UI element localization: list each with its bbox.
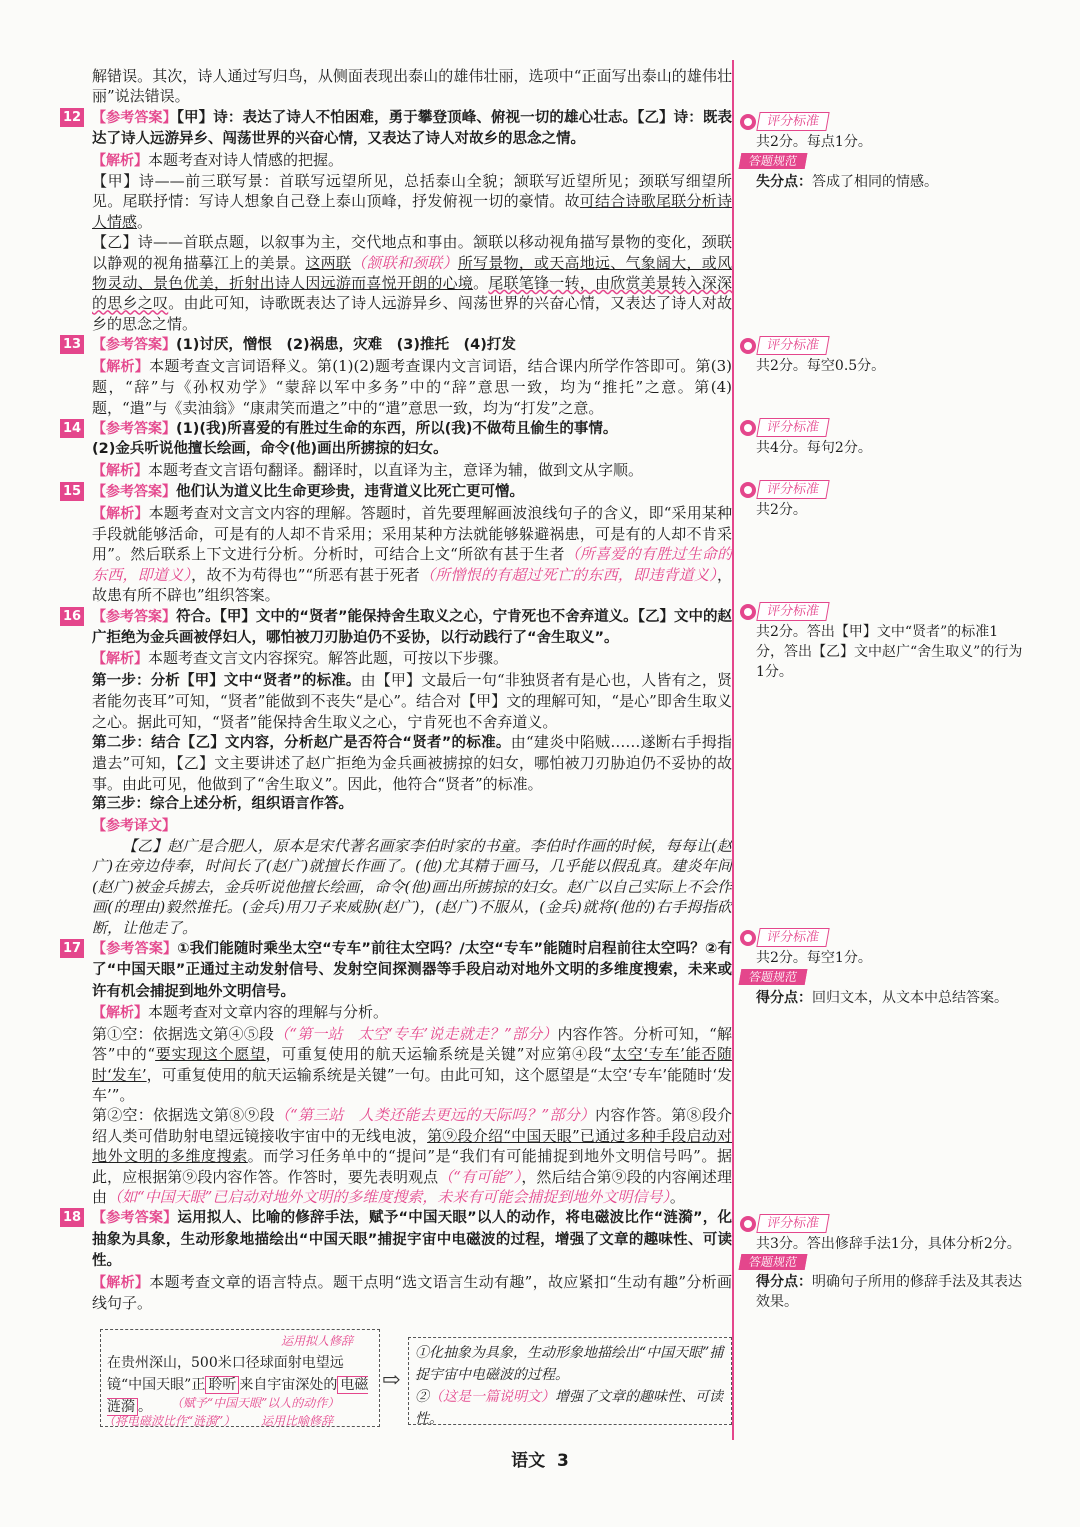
answer-text: (1)(我)所喜爱的有胜过生命的东西，所以(我)不做苟且偷生的事情。: [176, 420, 618, 437]
answer-text: 符合。【甲】文中的“贤者”能保持舍生取义之心，宁肯死也不舍弃道义。【乙】文中的赵广拒绝为金兵画被俘妇人，哪怕被刀刃胁迫仍不妥协，以行动践行了“舍生取义”。: [92, 608, 732, 646]
analysis-text: 本题考查对诗人情感的把握。: [148, 150, 344, 169]
question-17: [62, 938, 733, 1002]
norm-note-17: [756, 988, 1026, 1008]
analysis-12: [92, 150, 732, 171]
analysis-tag: 【解析】: [92, 651, 148, 668]
question-number: 14: [60, 419, 84, 438]
analysis-text: 本题考查文言语句翻译。翻译时，以直译为主，意译为辅，做到文从字顺。: [148, 460, 644, 479]
underlined-text: 这两联: [305, 253, 352, 272]
scoring-badge-15: [740, 480, 828, 499]
circle-icon: [740, 338, 756, 354]
analysis-tag: 【解析】: [92, 1274, 150, 1291]
analysis-text: 本题考查对文章内容的理解与分析。: [148, 1003, 389, 1022]
answer-tag: 【参考答案】: [92, 1210, 178, 1227]
answer-tag: 【参考答案】: [92, 109, 177, 126]
underlined-text: 太空‘专车’能否随时‘发车’: [92, 1045, 732, 1084]
badge-label: 评分标准: [756, 602, 829, 621]
highlighted-word: 聆听: [205, 1376, 239, 1394]
badge-label: 评分标准: [756, 418, 829, 437]
analysis-text: 本题考查文言文内容探究。解答此题，可按以下步骤。: [148, 649, 509, 668]
underlined-text: 要实现这个愿望: [155, 1045, 266, 1064]
page-number: 3: [557, 1451, 569, 1471]
answer-text: 【甲】诗：表达了诗人不怕困难，勇于攀登顶峰、俯视一切的雄心壮志。【乙】诗：既表达了诗人远游异乡、闯荡世界的兴奋心情，又表达了诗人对故乡的思念之情。: [92, 109, 733, 148]
circle-icon: [740, 420, 756, 436]
handwritten-note: （如“中国天眼”已启动对地外文明的多维度搜索，未来有可能会捕捉到地外文明信号）: [107, 1187, 670, 1206]
scoring-badge-18: [740, 1214, 828, 1233]
question-14: [62, 418, 732, 439]
handwritten-note: （颔联和颈联）: [351, 253, 458, 272]
scoring-note-15: 共2分。: [756, 502, 807, 518]
highlighted-word: 电磁涟漪: [107, 1377, 369, 1416]
circle-icon: [740, 114, 756, 130]
analysis-text: 本题考查文章的语言特点。题干点明“选文语言生动有趣”，故应紧扣“生动有趣”分析画线句子。: [92, 1272, 733, 1312]
analysis-text: ，故不为苟得也”“所恶有甚于死者: [191, 565, 420, 584]
analysis-12-jia: [92, 171, 732, 232]
analysis-text: 由【甲】文最后一句“非独贤者有是心也，人皆有之，贤者能勿丧耳”可知，“贤者”能做到不丧失“是心”。结合对【甲】文的理解可知，“是心”即舍生取义之心。据此可知，“贤者”能保持舍生取义之心，宁肯死也不舍弃道义。: [92, 670, 733, 731]
page-footer: [0, 1446, 1080, 1471]
metaphor-note: 运用比喻修辞: [261, 1414, 334, 1429]
analysis-text: ，然后结合第⑨段的内容阐述理由: [92, 1167, 732, 1206]
scoring-note-18: 共3分。答出修辞手法1分，具体分析2分。: [756, 1236, 1021, 1252]
badge-label: 答题规范: [739, 1254, 808, 1270]
answer-text: (1)讨厌，憎恨 (2)祸患，灾难 (3)推托 (4)打发: [176, 337, 516, 354]
answer-text: 运用拟人、比喻的修辞手法，赋予“中国天眼”以人的动作，将电磁波比作“涟漪”，化抽象为具象，生动形象地描绘出“中国天眼”捕捉宇宙中电磁波的过程，增强了文章的趣味性、可读性。: [92, 1210, 732, 1270]
underlined-text: 可结合诗歌尾联分析诗人情感: [92, 192, 732, 231]
question-number: 15: [60, 482, 84, 501]
analysis-tag: 【解析】: [92, 505, 149, 522]
intro-text: [92, 66, 732, 107]
note-text: 回归文本，从文本中总结答案。: [812, 990, 1008, 1006]
analysis-tag: 【解析】: [92, 152, 148, 169]
question-15: [62, 481, 732, 502]
analysis-text: 内容作答。第⑧段介绍人类可借助射电望远镜接收宇宙中的无线电波，: [92, 1106, 732, 1145]
effect-text-1: ①化抽象为具象，生动形象地描绘出“中国天眼”捕捉宇宙中电磁波的过程。: [415, 1345, 724, 1384]
metaphor-explain: （将电磁波比作“涟漪”）: [103, 1414, 236, 1429]
scoring-note-12: 共2分。每点1分。: [756, 134, 872, 150]
question-18: [62, 1207, 732, 1271]
step-title: 第二步：结合【乙】文内容，分析赵广是否符合“贤者”的标准。: [92, 735, 511, 751]
handwritten-note: （所喜爱的有胜过生命的东西，即道义）: [92, 545, 732, 584]
handwritten-note: （“第一站 太空‘专车’说走就走？”部分）: [274, 1024, 558, 1043]
analysis-tag: 【解析】: [92, 358, 150, 375]
scoring-badge-16: [740, 602, 828, 621]
question-number: 13: [60, 335, 84, 354]
question-number: 12: [60, 108, 84, 127]
analysis-16-step1: [92, 670, 732, 732]
answer-text: 他们认为道义比生命更珍贵，违背道义比死亡更可憎。: [176, 484, 524, 501]
analysis-text: 。: [669, 1187, 685, 1206]
analysis-17: [92, 1002, 732, 1023]
answer-tag: 【参考答案】: [92, 420, 176, 437]
norm-badge-12: [740, 153, 806, 169]
analysis-17-blank2: [92, 1105, 732, 1207]
analysis-text: 由“建炎中陷贼……遂断右手拇指遣去”可知，【乙】文主要讲述了赵广拒绝为金兵画被掳掠的妇女，哪怕被刀刃胁迫仍不妥协的故事。由此可见，他做到了“舍生取义”。因此，他符合“贤者”的标准。: [92, 733, 732, 793]
badge-label: 评分标准: [756, 1214, 829, 1233]
note-label: 得分点：: [756, 990, 812, 1006]
badge-label: 评分标准: [756, 336, 829, 355]
effect-box: [408, 1337, 732, 1428]
underlined-text: 第⑨段介绍“中国天眼”已通过多种手段启动对地外文明的多维度搜索: [92, 1126, 732, 1166]
step-title: 第一步：分析【甲】文中“贤者”的标准。: [92, 672, 361, 689]
rhetoric-diagram: [92, 1321, 732, 1433]
circle-icon: [740, 930, 756, 946]
arrow-right-icon: ⇨: [382, 1368, 401, 1394]
answer-tag: 【参考答案】: [92, 484, 176, 501]
badge-label: 答题规范: [739, 153, 808, 169]
badge-label: 评分标准: [756, 928, 829, 947]
note-label: 得分点：: [756, 1274, 812, 1290]
scoring-badge-17: [740, 928, 828, 947]
effect-text-2: [415, 1386, 725, 1430]
handwritten-note: （这是一篇说明文）: [429, 1389, 555, 1406]
analysis-18: [92, 1272, 732, 1314]
analysis-16-step3: 第三步：综合上述分析，组织语言作答。: [92, 796, 353, 813]
analysis-text: ，可重复使用的航天运输系统是关键”对应第④段“: [265, 1045, 612, 1064]
subject-label: 语文: [511, 1451, 546, 1471]
effect-marker: ②: [415, 1389, 429, 1406]
circle-icon: [740, 604, 756, 620]
question-16: [62, 606, 732, 649]
analysis-16: [92, 648, 732, 669]
sentence-text: 在贵州深山，500米口径球面射电望远镜“中国天眼”正: [107, 1355, 344, 1394]
question-number: 16: [60, 607, 84, 626]
question-number: 18: [60, 1208, 84, 1227]
scoring-badge-12: [740, 112, 828, 131]
translation-text: 【乙】赵广是合肥人，原本是宋代著名画家李伯时家的书童。李伯时作画的时候，每每让(赵广)在旁边侍奉，时间长了(赵广)就擅长作画了。(他)尤其精于画马，几乎能以假乱真。建炎年间(赵广)被金兵掳去，金兵听说他擅长绘画，命令(他)画出所掳掠的妇女。赵广以自己实际上不会作画(的理由)毅然推托。(金兵)用刀子来威胁(赵广)，(赵广)不服从，(金兵)就将(他的)右手拇指砍断，让他走了。: [92, 837, 732, 937]
analysis-text: 。由此可知，诗歌既表达了诗人远游异乡、闯荡世界的兴奋心情，又表达了诗人对故乡的思念之情。: [92, 294, 732, 333]
intro-line-2: 雄伟壮丽”说法错误。: [92, 67, 732, 106]
note-text: 答成了相同的情感。: [812, 174, 938, 190]
badge-label: 评分标准: [756, 112, 829, 131]
underlined-text: 所写景物，或天高地远、气象阔大，或风物灵动、景色优美，折射出诗人因远游而喜悦开朗的心境: [92, 253, 732, 293]
scoring-badge-13: [740, 336, 828, 355]
scoring-note-17: 共2分。每空1分。: [756, 950, 872, 966]
norm-note-12: [756, 172, 1026, 192]
norm-note-18: [756, 1272, 1026, 1312]
scoring-note-16: 共2分。答出【甲】文中“贤者”的标准1分，答出【乙】文中赵广“舍生取义”的行为1分。: [756, 624, 1023, 680]
analysis-13: [92, 356, 732, 418]
analysis-12-yi: [92, 232, 732, 334]
handwritten-note: （“有可能”）: [438, 1167, 522, 1186]
analysis-text: ，可重复使用的航天运输系统是关键”一句。由此可知，这个愿望是“太空‘专车’能随时‘发车’”。: [92, 1065, 732, 1104]
wavy-underlined-text: 尾联笔锋一转，由欣赏美景转入深深的思乡之叹: [92, 274, 732, 313]
handwritten-note: （“第三站 人类还能去更远的天际吗？”部分）: [274, 1106, 596, 1125]
analysis-text: 本题考查文言词语释义。第(1)(2)题考查课内文言词语，结合课内所学作答即可。第(3)题，“辞”与《孙权劝学》“蒙辞以军中多务”中的“辞”意思一致，均为“推托”之意。第(4)题，“遣”与《卖油翁》“康肃笑而遣之”中的“遣”意思一致，均为“打发”之意。: [92, 356, 733, 417]
handwritten-note: （所憎恨的有超过死亡的东西，即违背道义）: [419, 565, 717, 584]
personification-explain: （赋予“中国天眼”以人的动作）: [171, 1396, 340, 1411]
answer-tag: 【参考答案】: [92, 608, 177, 625]
answer-tag: 【参考答案】: [92, 941, 178, 958]
circle-icon: [740, 482, 756, 498]
analysis-text: 第②空：依据选文第⑧⑨段: [92, 1106, 275, 1125]
analysis-text: 。: [473, 274, 489, 293]
answer-text-2: (2)金兵听说他擅长绘画，命令(他)画出所掳掠的妇女。: [92, 441, 448, 458]
answer-tag: 【参考答案】: [92, 337, 176, 354]
analysis-17-blank1: [92, 1024, 732, 1106]
source-sentence-box: [100, 1329, 380, 1427]
analysis-text: 内容作答。分析可知，“解答”中的“: [92, 1024, 732, 1064]
analysis-text: 本题考查对文言文内容的理解。答题时，首先要理解画波浪线句子的含义，即“采用某种手段就能够活命，可是有的人却不肯采用；采用某种方法就能够躲避祸患，可是有的人却不肯采用”。然后联系上下文进行分析。分析时，可结合上文“所欲有甚于生者: [92, 503, 732, 564]
analysis-tag: 【解析】: [92, 1005, 148, 1022]
analysis-text: 【甲】诗——前三联写景：首联写远望所见，总括泰山全貌；颔联写近望所见；颈联写细望所见。尾联抒情：写诗人想象自己登上泰山顶峰，抒发俯视一切的豪情。故: [92, 172, 732, 211]
answer-text: ①我们能随时乘坐太空“专车”前往太空吗？/太空“专车”能随时启程前往太空吗？②有了“中国天眼”正通过主动发射信号、发射空间探测器等手段启动对地外文明的多维度搜索，未来或许有机会捕捉到地外文明信号。: [92, 941, 733, 1000]
translation-tag: 【参考译文】: [92, 817, 176, 834]
analysis-tag: 【解析】: [92, 462, 148, 479]
main-column: [62, 66, 733, 1433]
analysis-text: 。: [137, 212, 153, 231]
analysis-15: [92, 503, 732, 606]
sentence-text: 。: [138, 1399, 152, 1416]
sentence-text: 来自宇宙深处的: [239, 1377, 338, 1394]
badge-label: 评分标准: [756, 480, 829, 499]
norm-badge-17: [740, 969, 806, 985]
effect-text: 增强了文章的趣味性、可读性。: [415, 1389, 723, 1428]
scoring-note-14: 共4分。每句2分。: [756, 440, 872, 456]
analysis-16-step2: [92, 732, 732, 794]
norm-badge-18: [740, 1254, 806, 1270]
intro-line-1: 解错误。其次，诗人通过写归鸟，从侧面表现出泰山的雄伟壮丽，选项中“正面写出泰山的: [92, 67, 687, 85]
analysis-text: 【乙】诗——首联点题，以叙事为主，交代地点和事由。颔联以移动视角描写景物的变化，颈联以静观的视角描摹江上的美景。: [92, 233, 732, 272]
scoring-sidebar: [732, 60, 1044, 1440]
personification-note: 运用拟人修辞: [281, 1334, 354, 1349]
analysis-text: 。而学习任务单中的“提问”是“我们有可能捕捉到地外文明信号吗”。据此，应根据第⑨段内容作答。作答时，要先表明观点: [92, 1147, 732, 1186]
badge-label: 答题规范: [739, 969, 808, 985]
scoring-badge-14: [740, 418, 828, 437]
translation-tag-line: [92, 815, 732, 836]
analysis-14: [92, 460, 732, 481]
note-text: 明确句子所用的修辞手法及其表达效果。: [756, 1274, 1022, 1310]
question-12: [62, 107, 733, 150]
analysis-text: ，故患有所不辟也”组织答案。: [92, 565, 732, 605]
circle-icon: [740, 1216, 756, 1232]
question-number: 17: [60, 939, 84, 958]
analysis-text: 第①空：依据选文第④⑤段: [92, 1024, 275, 1043]
note-label: 失分点：: [756, 174, 812, 190]
question-13: [62, 334, 732, 355]
scoring-note-13: 共2分。每空0.5分。: [756, 358, 886, 374]
